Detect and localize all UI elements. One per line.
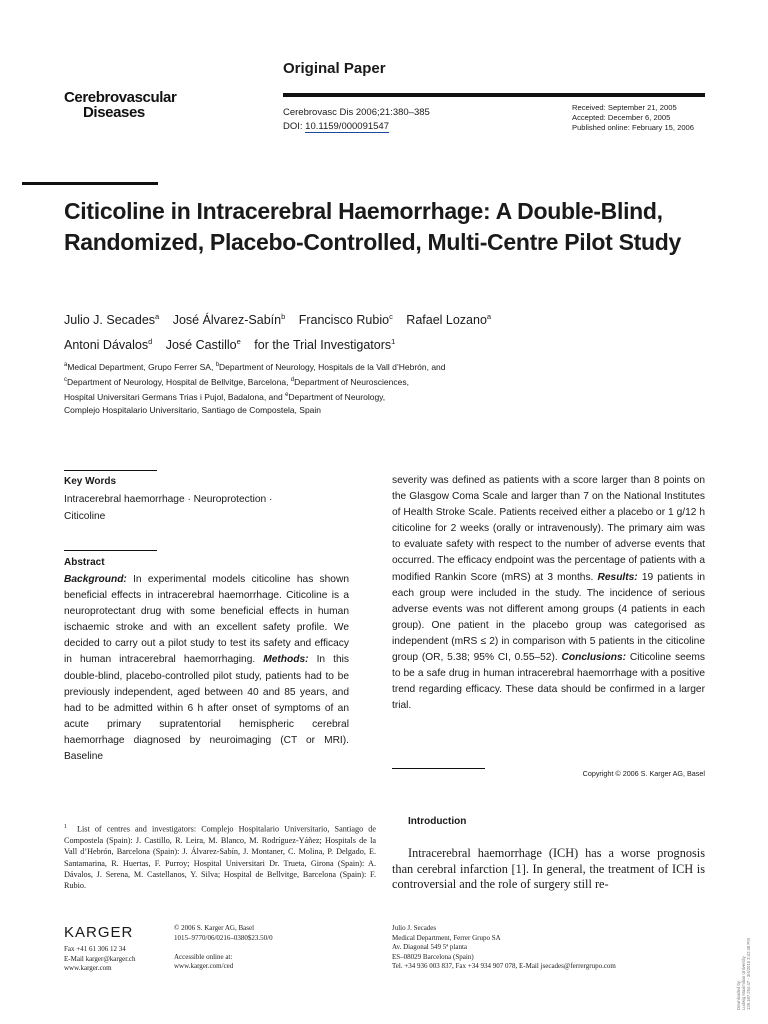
conclusions-text: Citicoline seems to be a safe drug in human intracerebral haemorrhage with a positive trend regarding efficacy. These data should be confirmed in a larger trial. (392, 652, 705, 712)
conclusions-label: Conclusions: (561, 652, 627, 664)
issn: 1015–9770/06/0216–0380$23.50/0 (174, 933, 273, 942)
author: Julio J. Secades$^a$ (64, 312, 160, 328)
dates-block (572, 103, 694, 133)
journal-logo-line2: Diseases (83, 104, 145, 121)
doi-link[interactable]: 10.1159/000091547 (305, 121, 389, 132)
corr-street: Av. Diagonal 549 5ª planta (392, 943, 468, 951)
published-date: Published online: February 15, 2006 (572, 123, 695, 132)
abstract-heading: Abstract (64, 557, 105, 568)
publisher-rights (174, 924, 273, 972)
title-rule (22, 182, 158, 185)
background-label: Background: (64, 574, 127, 585)
journal-logo-line1: Cerebrovascular (64, 89, 177, 106)
methods-label: Methods: (263, 654, 309, 666)
methods-text: In this double-blind, placebo-controlled pilot study, patients had to be previously independent, aged between 40 and 85 years, and had to be admitted within 6 h after onset of symptoms of an acute primary supratentorial hemispheric cerebral haemorrhage diagnosed by neuroimaging (CT or MRI). Baseline (64, 654, 349, 763)
corr-name: Julio J. Secades (392, 924, 437, 932)
citation-block (283, 106, 430, 134)
affiliation-line: $^c$Department of Neurology, Hospital de Bellvitge, Barcelona, $^d$Department of Neurosciences, (64, 376, 409, 387)
author: Antoni Dávalos$^d$ (64, 337, 153, 353)
online-label: Accessible online at: (174, 952, 233, 961)
corr-contact: Tel. +34 936 003 837, Fax +34 934 907 078, E-Mail jsecades@ferrergrupo.com (392, 962, 616, 970)
header-rule (283, 93, 705, 97)
author: Francisco Rubio$^c$ (298, 312, 393, 328)
publisher-web[interactable]: www.karger.com (64, 964, 112, 972)
corr-city: ES–08029 Barcelona (Spain) (392, 952, 474, 961)
correspondence (392, 924, 616, 972)
abstract-copyright: Copyright © 2006 S. Karger AG, Basel (582, 769, 705, 778)
abstract-rule (64, 550, 157, 551)
citation: Cerebrovasc Dis 2006;21:380–385 (283, 107, 430, 118)
publisher-fax: Fax +41 61 306 12 34 (64, 945, 126, 953)
author: José Castillo$^e$ (165, 337, 241, 353)
received-date: Received: September 21, 2005 (572, 103, 677, 112)
copyright-line: © 2006 S. Karger AG, Basel (174, 924, 255, 932)
abstract-left-column (64, 572, 349, 765)
keywords-rule (64, 470, 157, 471)
download-note: Downloaded by: Ludwig Maximilian University 129.187.254.47 - 3/4/2015 3:42:48 PM (736, 938, 751, 1010)
paper-type: Original Paper (283, 60, 386, 77)
keywords-heading: Key Words (64, 476, 117, 487)
doi-line (283, 120, 430, 134)
introduction-heading: Introduction (408, 816, 467, 827)
corr-dept: Medical Department, Ferrer Grupo SA (392, 933, 501, 942)
journal-logo (64, 90, 176, 120)
publisher-contact (64, 945, 136, 974)
publisher-email: E-Mail karger@karger.ch (64, 954, 136, 963)
background-text: In experimental models citicoline has shown beneficial effects in intracerebral haemorrhage. Citicoline is a neuroprotectant drug with some beneficial effects in human ischaemic stroke and with an excellent safety profile. We decided to carry out a pilot study to test its safety and efficacy in human intracerebral haemorrhaging. (64, 574, 349, 666)
introduction-text: Intracerebral haemorrhage (ICH) has a worse prognosis than cerebral infarction [1]. In general, the treatment of ICH is controversial and the role of surgery still re- (392, 846, 705, 891)
accepted-date: Accepted: December 6, 2005 (572, 113, 671, 122)
results-label: Results: (597, 571, 638, 583)
authors-list (64, 306, 704, 356)
footnote: $^1$ List of centres and investigators: Complejo Hospitalario Universitario, Santiago de Compostela (Spain): J. Castillo, R. Leira, M. Blanco, M. Rodríguez-Yáñez; Hospitals de la Vall d’Hebrón, Barcelona (Spain): J. Álvarez-Sabín, J. Montaner, C. Molina, P. Delgado, E. Santamarina, R. Huertas, F. Purroy; Hospital Universitari Dr. Trueta, Girona (Spain): A. Dávalos, J. Serena, M. Castellanos, Y. Silva; Hospital de Bellvitge, Barcelona (Spain): F. Rubio. (64, 824, 376, 891)
author: for the Trial Investigators$^1$ (254, 337, 396, 353)
online-url[interactable]: www.karger.com/ced (174, 962, 234, 970)
author: Rafael Lozano$^a$ (406, 312, 492, 328)
results-text: 19 patients in each group were included in the study. The incidence of serious adverse events was not different among groups (4 patients in each group). One patient in the placebo group was categorised as independent (mRS ≤ 2) in comparison with 5 patients in the citicoline group (OR, 5.38; 95% CI, 0.55–52). (392, 571, 706, 664)
keywords-list: Intracerebral haemorrhage · Neuroprotection · Citicoline (64, 494, 273, 522)
affiliation-line: Complejo Hospitalario Universitario, Santiago de Compostela, Spain (64, 405, 322, 416)
affiliation-line: Hospital Universitari Germans Trias i Pujol, Badalona, and $^e$Department of Neurology, (64, 392, 386, 403)
abstract-continued: severity was defined as patients with a score larger than 8 points on the Glasgow Coma Scale and larger than 7 on the National Institutes of Health Stroke Scale. Patients received either a placebo or 1 g/12 h citicoline for 2 weeks (orally or intravenously). The primary aim was to evaluate safety with respect to the number of adverse events that occurred. The efficacy endpoint was the percentage of patients with a modified Rankin Score (mRS) at 3 months. (392, 475, 705, 583)
abstract-right-column (392, 473, 705, 714)
affiliation-line: $^a$Medical Department, Grupo Ferrer SA, $^b$Department of Neurology, Hospitals de la Vall d’Hebrón, and (64, 361, 446, 372)
author: José Álvarez-Sabín$^b$ (172, 312, 286, 328)
affiliations (64, 359, 704, 418)
publisher-logo: KARGER (64, 924, 134, 941)
article-title: Citicoline in Intracerebral Haemorrhage: A Double-Blind, Randomized, Placebo-Controlled, Multi-Centre Pilot Study (64, 198, 682, 255)
doi-label: DOI: (283, 121, 303, 132)
